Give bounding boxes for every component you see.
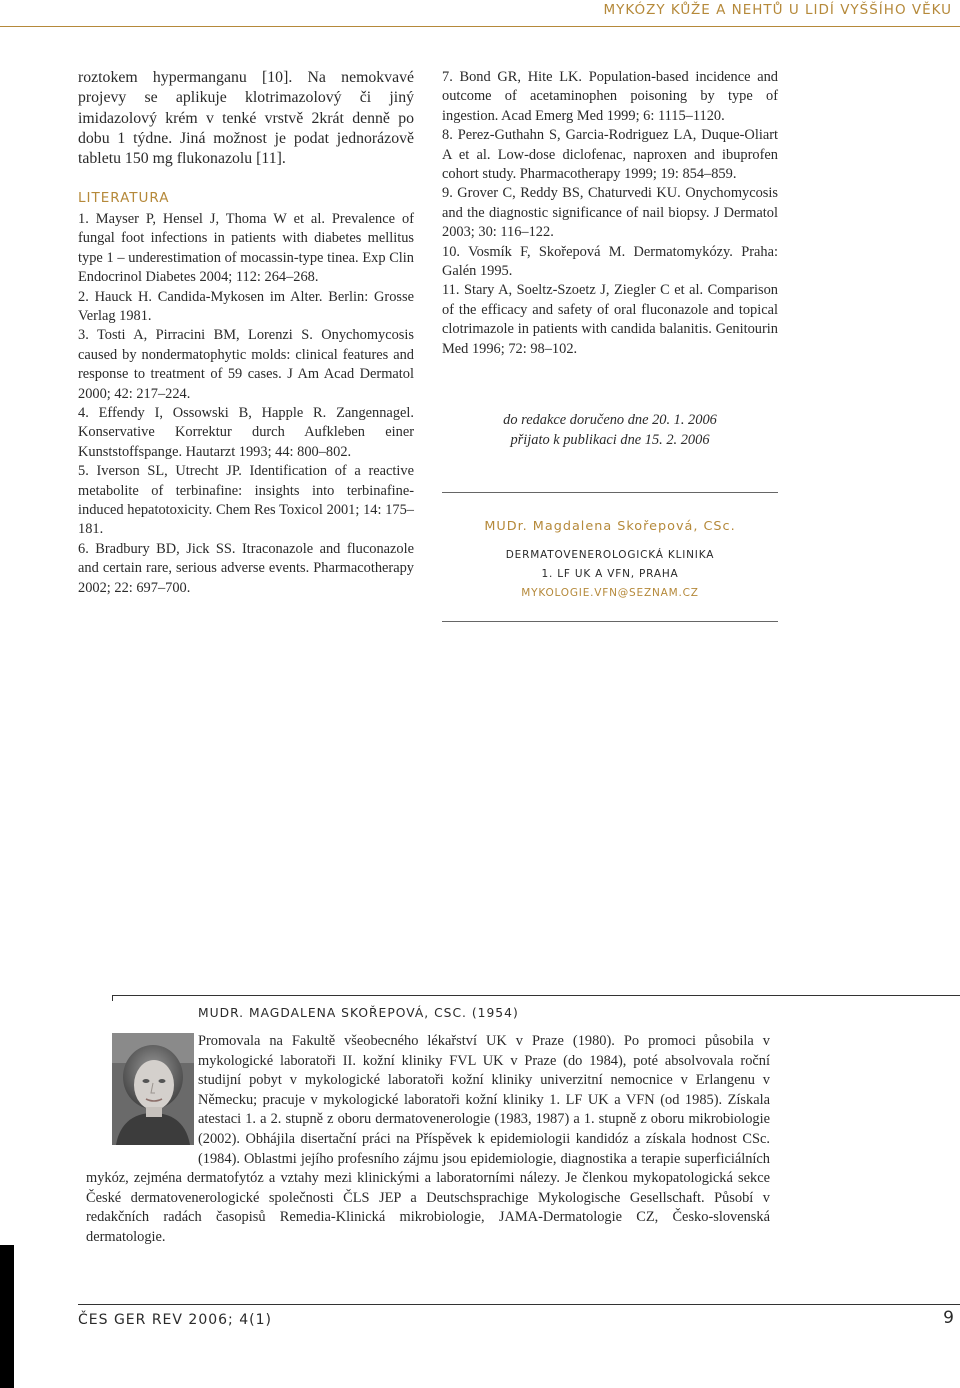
journal-citation: ČES GER REV 2006; 4(1): [78, 1312, 272, 1328]
edge-marker: [0, 1245, 14, 1388]
author-institution: 1. LF UK A VFN, PRAHA: [541, 568, 679, 580]
author-contact-box: [442, 492, 778, 622]
bio-rule-tick: [112, 995, 113, 1001]
bio-rule: [112, 995, 960, 996]
reference-item: 5. Iverson SL, Utrecht JP. Identification of a reactive metabolite of terbinafine: insights into terbinafine-induced hepatotoxicity. Chem Res Toxicol 2001; 14: 175–181.: [78, 463, 414, 538]
reference-item: 1. Mayser P, Hensel J, Thoma W et al. Prevalence of fungal foot infections in patients with diabetes mellitus type 1 – underestimation of mocassin-type tinea. Exp Clin Endocrinol Diabetes 2004; 112: 264–268.: [78, 210, 414, 286]
author-department: DERMATOVENEROLOGICKÁ KLINIKA: [505, 549, 715, 561]
portrait-image: [112, 1033, 194, 1145]
reference-item: 10. Vosmík F, Skořepová M. Dermatomykózy. Praha: Galén 1995.: [442, 243, 778, 280]
reference-item: 8. Perez-Guthahn S, Garcia-Rodriguez LA, Duque-Oliart A et al. Low-dose diclofenac, naproxen and ibuprofen cohort study. Pharmacotherapy 1999; 19: 854–859.: [442, 127, 778, 183]
author-photo: [112, 1033, 194, 1145]
intro-paragraph: roztokem hypermanganu [10]. Na nemokvavé projevy se aplikuje klotrimazolový či jiný imidazolový krém v tenké vrstvě 2krát denně po dobu 1 týdne. Jiná možnost je podat jednorázově tabletu 150 mg flukonazolu [11].: [78, 69, 414, 168]
reference-item: 6. Bradbury BD, Jick SS. Itraconazole and fluconazole and certain rare, serious adverse events. Pharmacotherapy 2002; 22: 697–700.: [78, 540, 414, 596]
reference-item: 7. Bond GR, Hite LK. Population-based incidence and outcome of acetaminophen poisoning by type of ingestion. Acad Emerg Med 1999; 6: 1115–1120.: [442, 69, 778, 124]
accepted-date: přijato k publikaci dne 15. 2. 2006: [510, 432, 710, 448]
reference-item: 11. Stary A, Soeltz-Szoetz J, Ziegler C et al. Comparison of the efficacy and safety of oral fluconazole and topical clotrimazole in patients with candida balanitis. Genitourin Med 1996; 72: 98–102.: [442, 282, 778, 357]
reference-item: 3. Tosti A, Pirracini BM, Lorenzi S. Onychomycosis caused by nondermatophytic molds: clinical features and response to treatment of 59 cases. J Am Acad Dermatol 2000; 42: 217–224.: [78, 327, 414, 402]
submission-dates: [442, 410, 778, 450]
header-rule: [0, 26, 960, 27]
bio-heading: MUDR. MAGDALENA SKOŘEPOVÁ, CSC. (1954): [198, 1006, 519, 1020]
author-name: MUDr. Magdalena Skořepová, CSc.: [484, 519, 736, 534]
literature-heading: LITERATURA: [78, 190, 170, 207]
left-column: [78, 68, 414, 598]
footer-rule: [78, 1304, 960, 1305]
reference-item: 4. Effendy I, Ossowski B, Happle R. Zangennagel. Konservative Korrektur durch Aufkleben einer Kunststoffspange. Hautarzt 1993; 44: 800–802.: [78, 404, 414, 460]
received-date: do redakce doručeno dne 20. 1. 2006: [503, 412, 717, 428]
author-email[interactable]: MYKOLOGIE.VFN@SEZNAM.CZ: [521, 587, 699, 599]
running-title: MYKÓZY KŮŽE A NEHTŮ U LIDÍ VYŠŠÍHO VĚKU: [603, 2, 952, 18]
page-number: 9: [943, 1308, 954, 1328]
bio-text: Promovala na Fakultě všeobecného lékařství UK v Praze (1980). Po promoci působila v mykologické laboratoři II. kožní kliniky FVL UK v Praze (do 1984), poté absolvovala roční studijní pobyt v mykologické laboratoři kožní kliniky univerzitní nemocnice v Erlangenu v Německu; pracuje v mykologické laboratoři kožní kliniky 1. LF UK a VFN (od 1985). Získala atestaci 1. a 2. stupně z oboru dermatovenerologie (1983, 1987) a 1. stupně z oboru mikrobiologie (2002). Obhájila disertační práci na Příspěvek k epidemiologii kandidóz a získala hodnost CSc. (1984). Oblastmi jejího profesního zájmu jsou epidemiologie, diagnostika a terapie superficiálních mykóz, zejména dermatofytóz a vztahy mezi klinickými a laboratorními nálezy. Je členkou mykopatologická sekce České dermatovenerologické společnosti ČLS JEP a Deutschsprachige Mykologische Gesellschaft. Působí v redakčních radách časopisů Remedia-Klinická mikrobiologie, JAMA-Dermatologie CZ, Česko-slovenská dermatologie.: [86, 1033, 770, 1245]
reference-item: 9. Grover C, Reddy BS, Chaturvedi KU. Onychomycosis and the diagnostic significance of nail biopsy. J Dermatol 2003; 30: 116–122.: [442, 185, 778, 241]
right-column: [442, 68, 778, 359]
reference-item: 2. Hauck H. Candida-Mykosen im Alter. Berlin: Grosse Verlag 1981.: [78, 288, 414, 324]
